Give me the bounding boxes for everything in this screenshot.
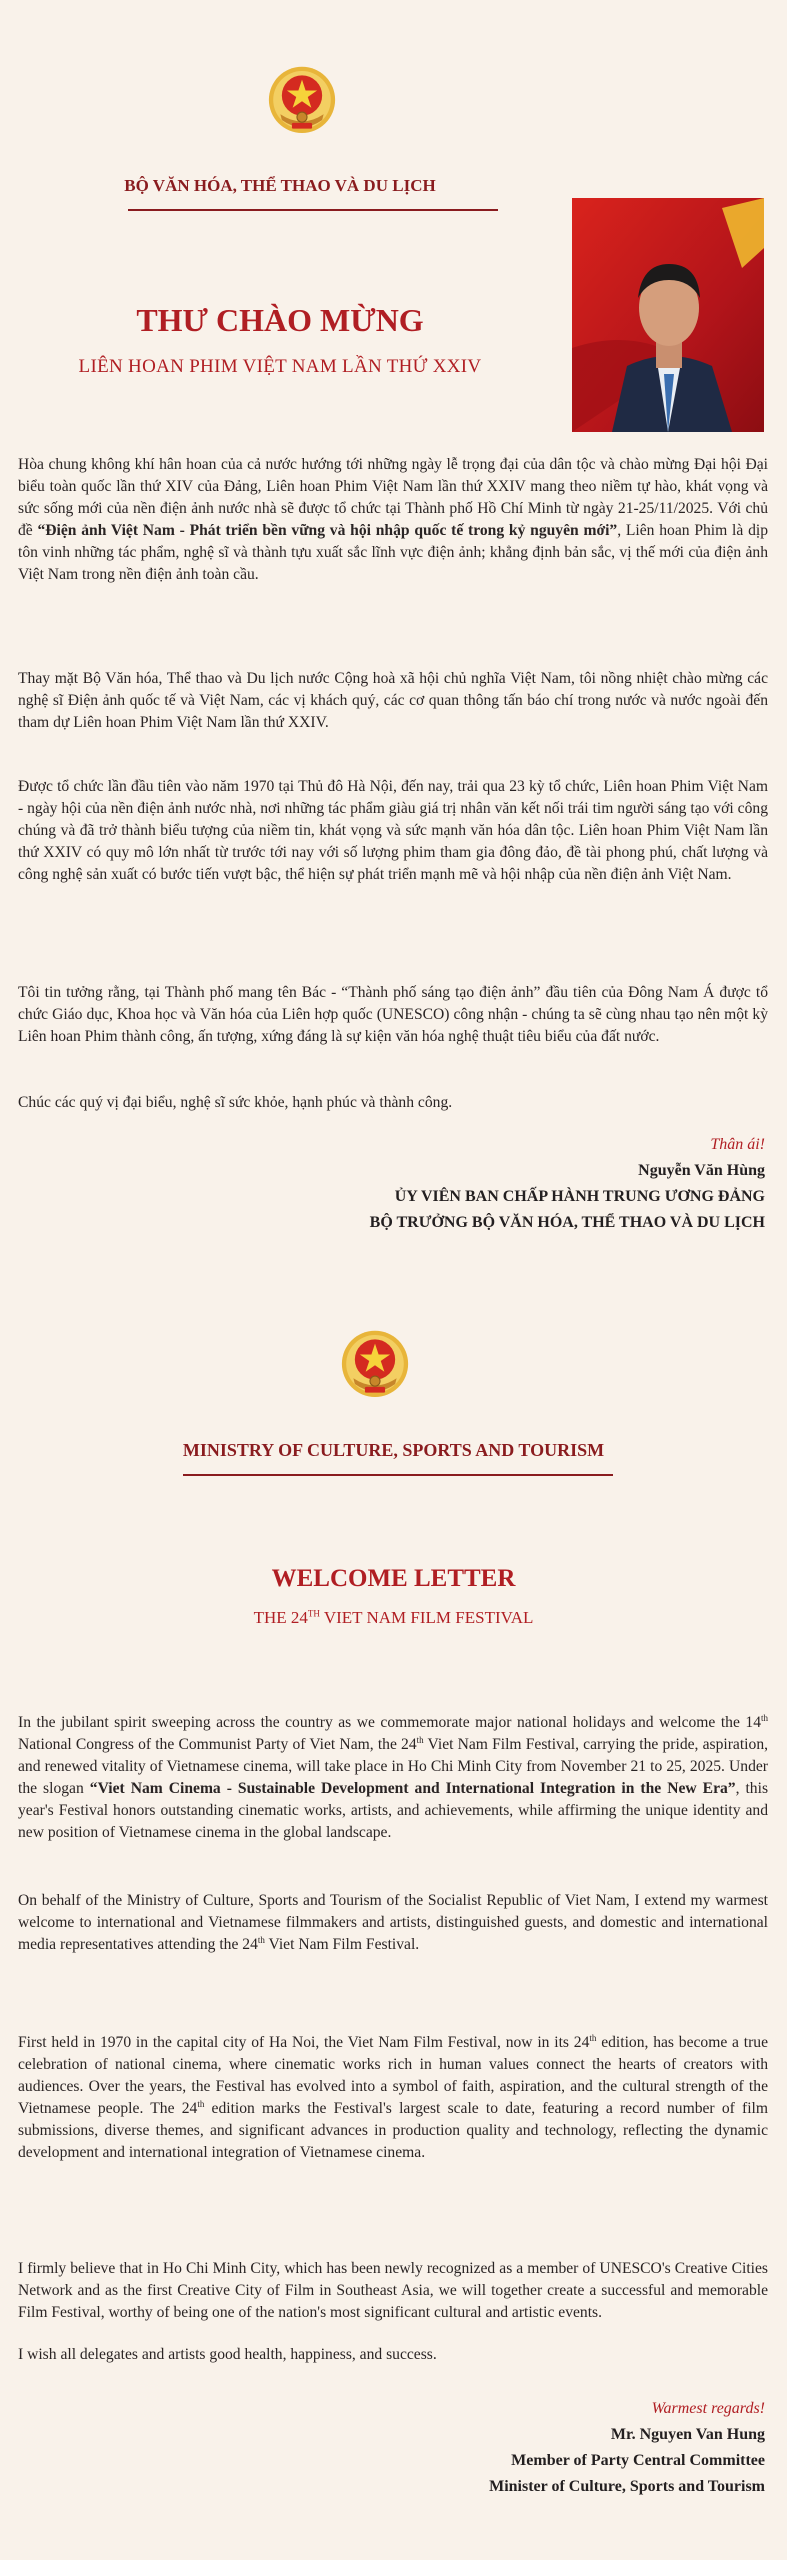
signature-block-vn	[370, 1132, 765, 1236]
ministry-name-en: MINISTRY OF CULTURE, SPORTS AND TOURISM	[182, 1440, 605, 1460]
en-paragraph-5: I wish all delegates and artists good health, happiness, and success.	[18, 2346, 437, 2363]
signer-role2-vn: BỘ TRƯỞNG BỘ VĂN HÓA, THỂ THAO VÀ DU LỊCH	[369, 1214, 765, 1231]
signature-block-en	[489, 2396, 765, 2500]
en-paragraph-4: I firmly believe that in Ho Chi Minh City, which has been newly recognized as a member of UNESCO's Creative Cities Network and as the first Creative City of Film in Southeast Asia, we will together create a successful and memorable Film Festival, worthy of being one of the nation's most significant cultural and artistic events.	[18, 2260, 768, 2321]
vn-slogan: “Điện ảnh Việt Nam - Phát triển bền vững và hội nhập quốc tế trong kỷ nguyên mới”	[37, 522, 618, 539]
signer-role1-vn: ỦY VIÊN BAN CHẤP HÀNH TRUNG ƯƠNG ĐẢNG	[394, 1188, 765, 1205]
vn-paragraph-4: Tôi tin tưởng rằng, tại Thành phố mang tên Bác - “Thành phố sáng tạo điện ảnh” đầu tiên của Đông Nam Á được tổ chức Giáo dục, Khoa học và Văn hóa của Liên hợp quốc (UNESCO) công nhận - chúng ta sẽ cùng nhau tạo nên một kỳ Liên hoan Phim thành công, ấn tượng, xứng đáng là sự kiện văn hóa nghệ thuật tiêu biểu của đất nước.	[18, 984, 768, 1045]
en-paragraph-2: On behalf of the Ministry of Culture, Sports and Tourism of the Socialist Republic of Viet Nam, I extend my warmest welcome to international and Vietnamese filmmakers and artists, distinguished guests, and domestic and international media representatives attending the 24th Viet Nam Film Festival.	[18, 1892, 768, 1953]
closing-regards-en: Warmest regards!	[651, 2400, 765, 2417]
signer-role1-en: Member of Party Central Committee	[511, 2452, 765, 2469]
vn-paragraph-1: Hòa chung không khí hân hoan của cả nước hướng tới những ngày lễ trọng đại của dân tộc và chào mừng Đại hội Đại biểu toàn quốc lần thứ XIV của Đảng, Liên hoan Phim Việt Nam lần thứ XXIV mang theo niềm tự hào, khát vọng và sức sống mới của nền điện ảnh nước nhà sẽ được tổ chức tại Thành phố Hồ Chí Minh từ ngày 21-25/11/2025. Với chủ đề “Điện ảnh Việt Nam - Phát triển bền vững và hội nhập quốc tế trong kỷ nguyên mới”, Liên hoan Phim là dịp tôn vinh những tác phẩm, nghệ sĩ và thành tựu xuất sắc lĩnh vực điện ảnh; khẳng định bản sắc, vị thế mới của điện ảnh Việt Nam trong nền điện ảnh toàn cầu.	[18, 456, 768, 583]
letter-title-vn: THƯ CHÀO MỪNG	[136, 302, 424, 338]
ministry-divider-en	[183, 1474, 613, 1476]
letter-subtitle-en: THE 24TH VIET NAM FILM FESTIVAL	[253, 1608, 534, 1627]
signer-name-vn: Nguyễn Văn Hùng	[638, 1162, 765, 1179]
vn-paragraph-2: Thay mặt Bộ Văn hóa, Thể thao và Du lịch nước Cộng hoà xã hội chủ nghĩa Việt Nam, tôi nồng nhiệt chào mừng các nghệ sĩ Điện ảnh quốc tế và Việt Nam, các vị khách quý, các cơ quan thông tấn báo chí trong nước và nước ngoài đến tham dự Liên hoan Phim Việt Nam lần thứ XXIV.	[18, 670, 768, 731]
ministry-name-vn: BỘ VĂN HÓA, THỂ THAO VÀ DU LỊCH	[124, 176, 436, 195]
letter-subtitle-vn: LIÊN HOAN PHIM VIỆT NAM LẦN THỨ XXIV	[78, 356, 482, 377]
en-slogan: “Viet Nam Cinema - Sustainable Development and International Integration in the New Era”	[89, 1780, 736, 1797]
national-emblem-icon	[266, 62, 338, 142]
en-paragraph-3: First held in 1970 in the capital city of Ha Noi, the Viet Nam Film Festival, now in its 24th edition, has become a true celebration of national cinema, where cinematic works rich in human values connect the hearts of creators with audiences. Over the years, the Festival has evolved into a symbol of faith, aspiration, and the cultural strength of the Vietnamese people. The 24th edition marks the Festival's largest scale to date, featuring a record number of film submissions, diverse themes, and significant advances in production quality and technology, reflecting the dynamic development and international integration of Vietnamese cinema.	[18, 2032, 769, 2161]
letter-title-en: WELCOME LETTER	[271, 1565, 516, 1592]
en-paragraph-1: In the jubilant spirit sweeping across the country as we commemorate major national holidays and welcome the 14th National Congress of the Communist Party of Viet Nam, the 24th Viet Nam Film Festival, carrying the pride, aspiration, and renewed vitality of Vietnamese cinema, will take place in Ho Chi Minh City from November 21 to 25, 2025. Under the slogan “Viet Nam Cinema - Sustainable Development and International Integration in the New Era”, this year's Festival honors outstanding cinematic works, artists, and achievements, while affirming the unique identity and new position of Vietnamese cinema in the global landscape.	[18, 1712, 769, 1841]
minister-portrait	[572, 198, 764, 432]
signer-name-en: Mr. Nguyen Van Hung	[610, 2426, 765, 2443]
vn-paragraph-5: Chúc các quý vị đại biểu, nghệ sĩ sức khỏe, hạnh phúc và thành công.	[18, 1094, 453, 1111]
ministry-divider-vn	[128, 209, 498, 211]
signer-role2-en: Minister of Culture, Sports and Tourism	[489, 2478, 765, 2495]
vn-paragraph-3: Được tổ chức lần đầu tiên vào năm 1970 tại Thủ đô Hà Nội, đến nay, trải qua 23 kỳ tổ chức, Liên hoan Phim Việt Nam - ngày hội của nền điện ảnh nước nhà, nơi những tác phẩm giàu giá trị nhân văn kết nối trái tim người sáng tạo với công chúng và đã trở thành biểu tượng của niềm tin, khát vọng và sức mạnh văn hóa dân tộc. Liên hoan Phim Việt Nam lần thứ XXIV có quy mô lớn nhất từ trước tới nay với số lượng phim tham gia đông đảo, đề tài phong phú, chất lượng và công nghệ sản xuất có bước tiến vượt bậc, thể hiện sự phát triển mạnh mẽ và hội nhập của nền điện ảnh Việt Nam.	[18, 778, 768, 883]
closing-regards-vn: Thân ái!	[710, 1136, 765, 1153]
national-emblem-icon	[339, 1326, 411, 1406]
